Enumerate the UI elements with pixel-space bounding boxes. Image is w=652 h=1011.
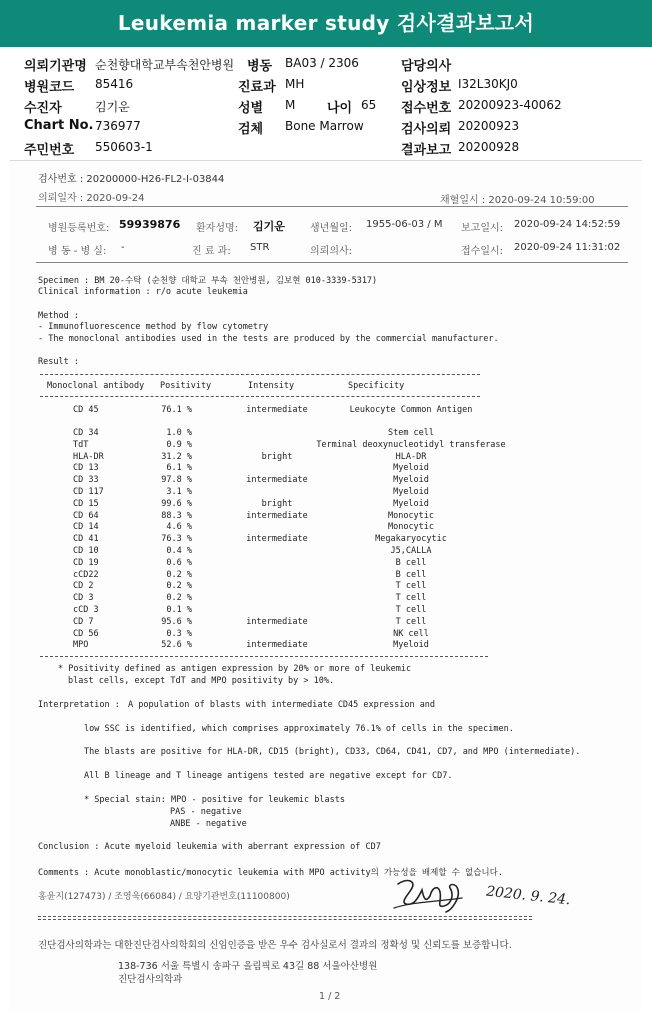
cell-antibody: CD 56 [73, 628, 99, 639]
page-number: 1 / 2 [319, 991, 341, 1002]
cell-specificity: B cell [395, 557, 427, 568]
hospital-label: 의뢰기관명 [24, 59, 87, 74]
cell-antibody: CD 7 [73, 616, 94, 627]
ward-value: BA03 / 2306 [285, 56, 359, 70]
cell-positivity: 0.2 % [166, 593, 192, 604]
cell-positivity: 3.1 % [166, 487, 192, 497]
cell-antibody: CD 41 [73, 534, 99, 545]
cell-specificity: Terminal deoxynucleotidyl transferase [316, 439, 506, 450]
hospital-value: 순천향대학교부속천안병원 [95, 58, 235, 72]
cell-antibody: CD 15 [73, 498, 99, 509]
reg-value: 59939876 [119, 218, 181, 231]
receipt-time-value: 2020-09-24 11:31:02 [514, 242, 621, 253]
cell-specificity: Myeloid [393, 487, 429, 497]
cell-antibody: CD 117 [73, 487, 104, 497]
age-value: 65 [361, 98, 377, 112]
cell-positivity: 52.6 % [161, 640, 192, 651]
interpretation-line: low SSC is identified, which comprises approximately 76.1% of cells in the specimen. [84, 724, 514, 734]
method-line: - Immunofluorescence method by flow cytometry [38, 322, 269, 332]
cell-antibody: cCD22 [73, 569, 99, 580]
dept2-label: 진 료 과: [192, 246, 231, 257]
interpretation-label: Interpretation : [38, 700, 120, 710]
cell-antibody: cCD 3 [73, 605, 99, 615]
exam-number: 검사번호 : 20200000-H26-FL2-I-03844 [38, 174, 225, 185]
cell-intensity: intermediate [246, 534, 308, 545]
special-stain-line: * Special stain: MPO - positive for leukemic blasts [84, 795, 345, 805]
cell-positivity: 99.6 % [161, 498, 192, 509]
name-label: 환자성명: [196, 223, 239, 234]
result-title: Result : [38, 357, 79, 367]
request-label: 검사의뢰 [401, 122, 452, 137]
cell-specificity: Myeloid [393, 475, 429, 486]
footer-rule [38, 919, 532, 920]
cell-antibody: CD 19 [73, 557, 99, 568]
report-title: Leukemia marker study 검사결과보고서 [0, 0, 652, 47]
cell-antibody: CD 3 [73, 593, 94, 604]
special-stain-line: PAS - negative [170, 807, 242, 817]
cell-specificity: Myeloid [393, 498, 429, 509]
cell-specificity: NK cell [393, 628, 429, 639]
signature-date: 2020. 9. 24. [485, 883, 572, 909]
cell-specificity: Monocytic [387, 510, 435, 521]
cell-antibody: CD 14 [73, 522, 99, 533]
cell-positivity: 95.6 % [161, 616, 192, 627]
rrn-value: 550603-1 [95, 140, 153, 154]
cell-positivity: 0.6 % [166, 557, 192, 568]
cell-specificity: J5,CALLA [390, 546, 432, 556]
cell-positivity: 0.2 % [166, 581, 192, 592]
clinical-value: I32L30KJ0 [458, 77, 518, 91]
footer-rule [38, 916, 532, 917]
cell-positivity: 0.2 % [166, 569, 192, 580]
cell-positivity: 97.8 % [161, 475, 192, 486]
dept2-value: STR [250, 242, 270, 253]
interpretation-line: All B lineage and T lineage antigens tested are negative except for CD7. [84, 771, 453, 781]
cell-antibody: CD 45 [73, 405, 99, 415]
cell-positivity: 6.1 % [166, 463, 192, 474]
footnote-line: blast cells, except TdT and MPO positivity by > 10%. [68, 676, 335, 686]
cell-antibody: HLA-DR [73, 451, 104, 462]
cell-antibody: CD 13 [73, 463, 99, 474]
req-doctor-label: 의뢰의사: [310, 246, 353, 257]
reg-label: 병원등록번호: [48, 223, 110, 234]
interpretation-line: A population of blasts with intermediate CD45 expression and [128, 700, 436, 710]
cell-antibody: CD 34 [73, 428, 99, 438]
ward-room-label: 병 동 - 병 실: [48, 246, 107, 257]
cell-specificity: T cell [395, 616, 427, 627]
cell-positivity: 0.1 % [166, 605, 192, 615]
cell-antibody: CD 64 [73, 510, 99, 521]
col-header-specificity: Specificity [348, 381, 405, 391]
table-bottom-rule [40, 656, 488, 657]
receipt-time-label: 접수일시: [461, 246, 504, 257]
report-date-label: 보고일시: [461, 223, 504, 234]
doctor-label: 담당의사 [401, 59, 452, 74]
patient-value: 김기운 [95, 100, 130, 114]
hospcode-value: 85416 [95, 77, 134, 91]
cell-specificity: T cell [395, 593, 427, 604]
col-header-positivity: Positivity [160, 381, 212, 391]
cell-positivity: 0.9 % [166, 439, 192, 450]
footnote-line: * Positivity defined as antigen expression by 20% or more of leukemic [58, 664, 412, 674]
cell-specificity: HLA-DR [395, 451, 427, 462]
ward-label: 병동 [247, 59, 273, 74]
cell-intensity: intermediate [246, 475, 308, 486]
request-value: 20200923 [458, 119, 520, 133]
clinical-info-line: Clinical information : r/o acute leukemia [38, 287, 248, 297]
table-top-rule [40, 374, 480, 375]
method-title: Method : [38, 311, 79, 321]
age-label: 나이 [327, 101, 353, 116]
cell-specificity: Megakaryocytic [375, 534, 447, 545]
cell-antibody: CD 2 [73, 581, 94, 592]
specimen-line: Specimen : BM 20-수탁 (순천향 대학교 부속 천안병원, 김보현 010-3339-5317) [38, 276, 378, 286]
ward-room-value: - [121, 242, 125, 253]
cell-antibody: CD 33 [73, 475, 99, 486]
cell-positivity: 1.0 % [166, 428, 192, 438]
cell-intensity: intermediate [246, 640, 308, 651]
cell-specificity: Leukocyte Common Antigen [349, 405, 473, 415]
cell-specificity: Myeloid [393, 463, 429, 474]
receipt-label: 접수번호 [401, 101, 452, 116]
address: 138-736 서울 특별시 송파구 올림픽로 43길 88 서울아산병원 [118, 961, 378, 972]
divider [36, 262, 628, 263]
method-line: - The monoclonal antibodies used in the tests are produced by the commercial manufacturer. [38, 334, 499, 344]
dob-label: 생년월일: [310, 223, 353, 234]
result-date-value: 20200928 [458, 140, 520, 154]
table-header-rule [40, 396, 480, 397]
name-value: 김기운 [253, 220, 285, 233]
cell-antibody: MPO [73, 640, 89, 651]
interpretation-line: The blasts are positive for HLA-DR, CD15 (bright), CD33, CD64, CD41, CD7, and MPO (intermediate). [84, 747, 581, 757]
chart-value: 736977 [95, 119, 141, 133]
col-header-intensity: Intensity [248, 381, 295, 391]
sex-label: 성별 [238, 101, 264, 116]
report-date-value: 2020-09-24 14:52:59 [514, 219, 621, 230]
cell-specificity: B cell [395, 569, 427, 580]
comments: Comments : Acute monoblastic/monocytic leukemia with MPO activity의 가능성을 배제할 수 없습니다. [38, 868, 503, 878]
cell-positivity: 76.3 % [161, 534, 192, 545]
special-stain-line: ANBE - negative [170, 819, 247, 829]
chart-label: Chart No. [24, 118, 94, 133]
clinical-label: 임상정보 [401, 80, 452, 95]
cell-intensity: bright [261, 451, 293, 462]
cell-specificity: T cell [395, 581, 427, 592]
cell-intensity: intermediate [246, 405, 308, 415]
rrn-label: 주민번호 [24, 143, 75, 158]
hospcode-label: 병원코드 [24, 80, 75, 95]
col-header-antibody: Monoclonal antibody [47, 381, 145, 391]
cell-positivity: 88.3 % [161, 510, 192, 521]
receipt-value: 20200923-40062 [458, 98, 562, 112]
cell-specificity: Stem cell [387, 428, 435, 438]
cell-positivity: 76.1 % [161, 405, 192, 415]
cell-specificity: T cell [395, 605, 427, 615]
conclusion: Conclusion : Acute myeloid leukemia with aberrant expression of CD7 [38, 842, 381, 852]
cell-intensity: intermediate [246, 510, 308, 521]
cell-antibody: TdT [73, 439, 89, 450]
cell-positivity: 4.6 % [166, 522, 192, 533]
divider [36, 206, 628, 207]
signers: 홍윤지(127473) / 조영욱(66084) / 요양기관번호(11100800) [38, 892, 290, 902]
cell-positivity: 31.2 % [161, 451, 192, 462]
sex-value: M [285, 98, 296, 112]
specimen-label: 검체 [238, 122, 264, 137]
cell-intensity: intermediate [246, 616, 308, 627]
certification: 진단검사의학과는 대한진단검사의학회의 신임인증을 받은 우수 검사실로서 결과의 정확성 및 신뢰도를 보증합니다. [38, 940, 512, 951]
cell-specificity: Monocytic [387, 522, 435, 533]
cell-specificity: Myeloid [393, 640, 429, 651]
patient-label: 수진자 [24, 101, 62, 116]
request-date: 의뢰일자 : 2020-09-24 [38, 193, 145, 204]
cell-positivity: 0.3 % [166, 628, 192, 639]
dob-value: 1955-06-03 / M [366, 219, 443, 230]
department: 진단검사의학과 [118, 974, 183, 985]
specimen-value: Bone Marrow [285, 119, 364, 133]
cell-antibody: CD 10 [73, 546, 99, 556]
dept-value: MH [285, 77, 305, 91]
result-date-label: 결과보고 [401, 143, 452, 158]
signature-image [392, 872, 468, 916]
cell-positivity: 0.4 % [166, 546, 192, 556]
dept-label: 진료과 [238, 80, 276, 95]
collect-date: 채혈일시 : 2020-09-24 10:59:00 [440, 195, 595, 206]
cell-intensity: bright [261, 498, 293, 509]
